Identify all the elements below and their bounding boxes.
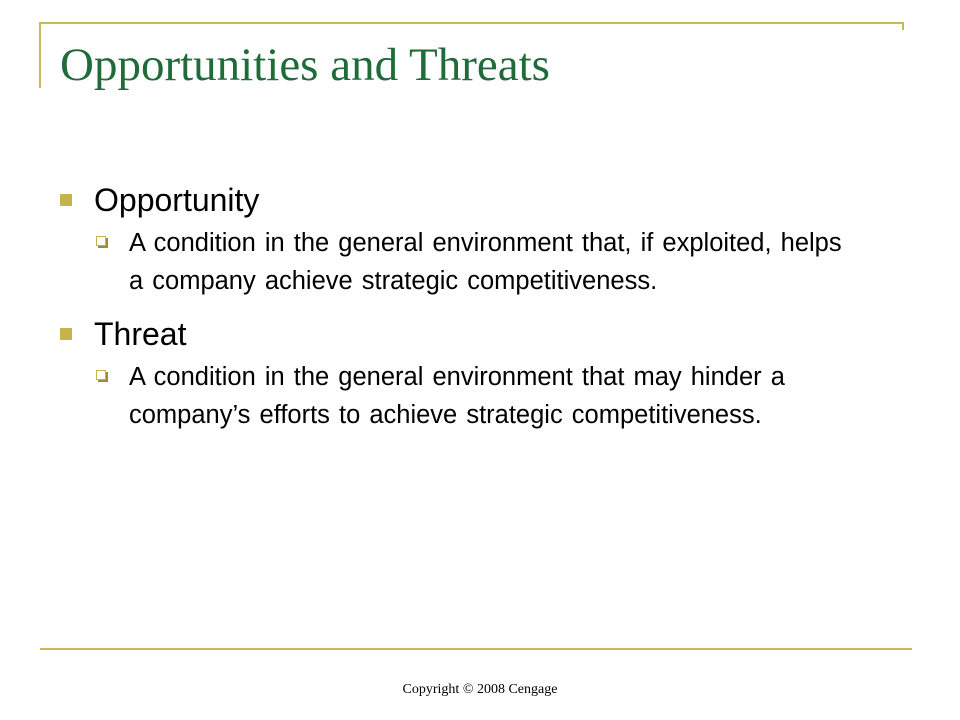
bullet-heading: Threat xyxy=(94,316,187,352)
sub-bullet-item xyxy=(60,224,850,300)
frame-top-rule xyxy=(40,22,903,24)
hollow-square-bullet-icon xyxy=(96,370,106,380)
sub-bullet-text: A condition in the general environment that, if exploited, helps a company achieve strategic competitiveness. xyxy=(129,229,842,295)
frame-left-rule xyxy=(39,22,41,88)
square-bullet-icon xyxy=(60,194,72,206)
sub-bullet-item xyxy=(60,358,850,434)
copyright-footer: Copyright © 2008 Cengage xyxy=(402,682,558,697)
bullet-heading: Opportunity xyxy=(94,182,260,218)
slide-title: Opportunities and Threats xyxy=(60,39,550,91)
sub-bullet-list xyxy=(60,224,850,300)
frame-right-tick xyxy=(902,22,904,30)
bullet-list xyxy=(60,176,850,444)
square-bullet-icon xyxy=(60,328,72,340)
bullet-item-opportunity xyxy=(60,176,850,300)
footer-rule xyxy=(40,648,912,650)
bullet-item-threat xyxy=(60,310,850,434)
sub-bullet-text: A condition in the general environment that may hinder a company’s efforts to achieve strategic competitiveness. xyxy=(129,363,785,429)
hollow-square-bullet-icon xyxy=(96,236,106,246)
sub-bullet-list xyxy=(60,358,850,434)
